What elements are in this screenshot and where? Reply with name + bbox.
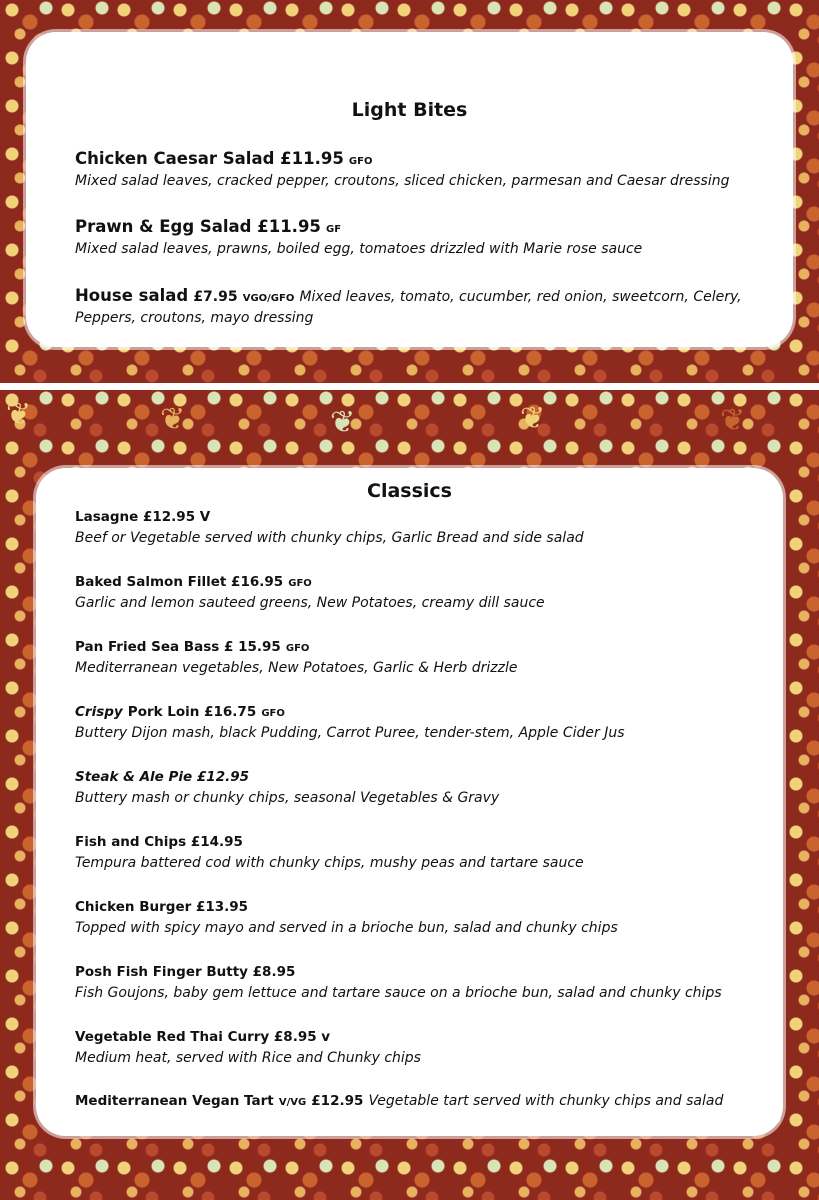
item-name: Chicken Burger £13.95 — [75, 899, 249, 915]
menu-item — [75, 149, 775, 189]
diet-tag: GFO — [348, 156, 373, 167]
item-name: Steak & Ale Pie £12.95 — [75, 769, 249, 785]
leaf-icon: ❦ — [160, 402, 186, 437]
classics-title: Classics — [367, 480, 452, 502]
menu-item — [75, 636, 775, 676]
item-name-emphasis: Crispy — [75, 704, 123, 720]
item-description-inline: Mixed leaves, tomato, cucumber, red onion, sweetcorn, Celery, — [299, 289, 742, 305]
menu-item — [75, 1026, 775, 1066]
item-name: Posh Fish Finger Butty £8.95 — [75, 964, 296, 980]
item-description-inline: Vegetable tart served with chunky chips and salad — [368, 1093, 724, 1109]
item-price: £7.95 — [193, 289, 238, 305]
diet-tag: VGO/GFO — [242, 293, 295, 304]
menu-item — [75, 766, 775, 806]
item-name: Mediterranean Vegan Tart — [75, 1093, 274, 1109]
leaf-icon: ❦ — [720, 403, 746, 438]
item-description: Mediterranean vegetables, New Potatoes, Garlic & Herb drizzle — [75, 660, 518, 676]
menu-item — [75, 701, 775, 741]
menu-item — [75, 831, 775, 871]
diet-tag: GFO — [285, 643, 310, 654]
item-description: Mixed salad leaves, prawns, boiled egg, tomatoes drizzled with Marie rose sauce — [75, 241, 643, 257]
menu-item — [75, 506, 775, 546]
item-name: Lasagne £12.95 V — [75, 509, 211, 525]
menu-item — [75, 896, 775, 936]
item-price: £12.95 — [311, 1093, 364, 1109]
light-bites-title: Light Bites — [351, 99, 468, 121]
item-description: Medium heat, served with Rice and Chunky chips — [75, 1050, 421, 1066]
diet-tag: GF — [326, 224, 342, 235]
menu-item — [75, 217, 775, 257]
item-name: Pan Fried Sea Bass £ 15.95 — [75, 639, 281, 655]
item-name: Chicken Caesar Salad £11.95 — [75, 149, 344, 168]
menu-item — [75, 571, 775, 611]
item-name: Fish and Chips £14.95 — [75, 834, 243, 850]
item-name: Pork Loin £16.75 — [127, 704, 257, 720]
item-description: Fish Goujons, baby gem lettuce and tartare sauce on a brioche bun, salad and chunky chips — [75, 985, 722, 1001]
item-name: Baked Salmon Fillet £16.95 — [75, 574, 284, 590]
item-name: House salad — [75, 286, 189, 305]
diet-tag: GFO — [288, 578, 312, 589]
item-description: Mixed salad leaves, cracked pepper, croutons, sliced chicken, parmesan and Caesar dressing — [75, 173, 730, 189]
item-description: Buttery mash or chunky chips, seasonal Vegetables & Gravy — [75, 790, 500, 806]
item-description: Peppers, croutons, mayo dressing — [75, 310, 314, 326]
leaf-icon: ❦ — [330, 405, 356, 440]
leaf-icon: ❦ — [6, 397, 32, 432]
diet-tag: GFO — [261, 708, 285, 719]
item-name: Vegetable Red Thai Curry £8.95 v — [75, 1029, 331, 1045]
leaf-icon: ❦ — [520, 401, 546, 436]
menu-item — [75, 1090, 775, 1109]
menu-item — [75, 286, 775, 326]
item-description: Garlic and lemon sauteed greens, New Potatoes, creamy dill sauce — [75, 595, 545, 611]
item-description: Beef or Vegetable served with chunky chips, Garlic Bread and side salad — [75, 530, 584, 546]
item-name: Prawn & Egg Salad £11.95 — [75, 217, 321, 236]
item-description: Buttery Dijon mash, black Pudding, Carrot Puree, tender-stem, Apple Cider Jus — [75, 725, 625, 741]
item-description: Tempura battered cod with chunky chips, mushy peas and tartare sauce — [75, 855, 584, 871]
section-divider — [0, 383, 819, 390]
diet-tag: V/VG — [278, 1097, 307, 1108]
menu-item — [75, 961, 775, 1001]
item-description: Topped with spicy mayo and served in a brioche bun, salad and chunky chips — [75, 920, 618, 936]
